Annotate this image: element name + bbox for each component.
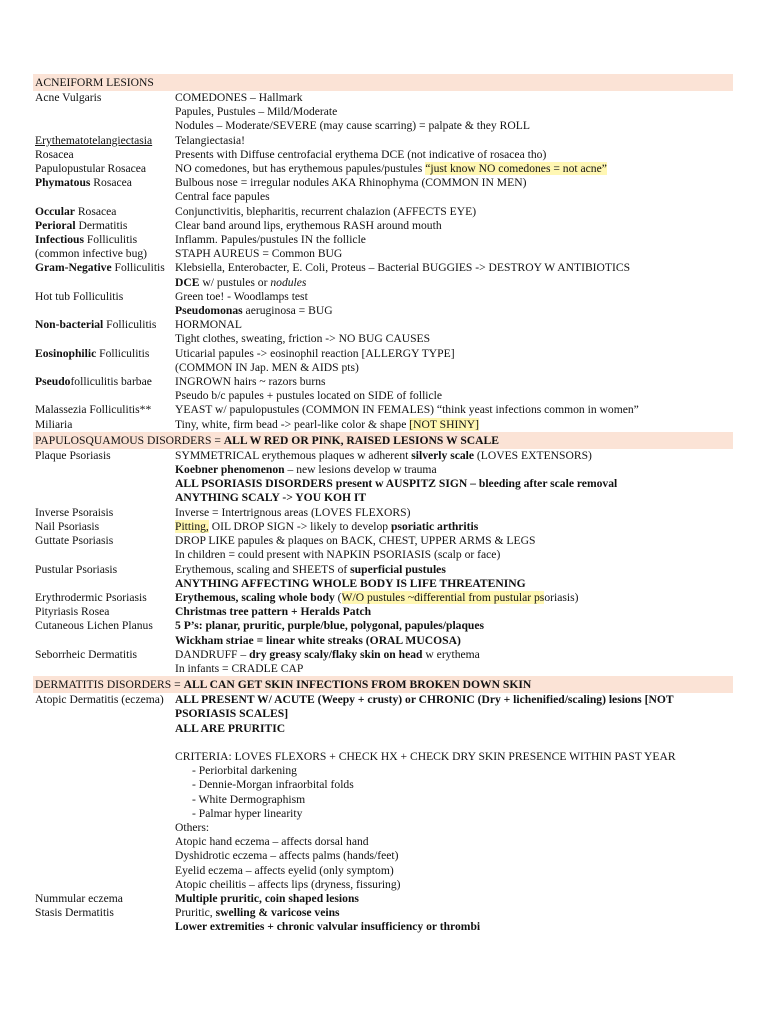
text-run: ALL PSORIASIS DISORDERS present w AUSPITZ SIGN – bleeding after scale removal bbox=[175, 477, 618, 491]
text-run: NO comedones, but has erythemous papules/pustules bbox=[175, 162, 426, 176]
table-row bbox=[33, 605, 733, 619]
text-run: silverly scale bbox=[411, 448, 475, 462]
text-run: Phymatous bbox=[35, 176, 91, 190]
text-run: Guttate Psoriasis bbox=[35, 534, 114, 548]
condition-description bbox=[175, 648, 733, 676]
text-run: superficial pustules bbox=[350, 562, 446, 576]
text-run: Tiny, white, firm bead -> pearl-like color & shape bbox=[175, 417, 410, 431]
text-run: folliculitis barbae bbox=[70, 375, 152, 389]
condition-name bbox=[33, 418, 175, 432]
condition-name bbox=[33, 318, 175, 346]
text-run: Pruritic, bbox=[175, 906, 216, 920]
condition-description bbox=[175, 134, 733, 148]
text-run: Folliculitis bbox=[111, 261, 165, 275]
table-row bbox=[33, 449, 733, 506]
text-run: Conjunctivitis, blepharitis, recurrent chalazion (AFFECTS EYE) bbox=[175, 204, 477, 218]
text-run: swelling & varicose veins bbox=[215, 906, 340, 920]
text-run: Infectious bbox=[35, 233, 84, 247]
text-run: Klebsiella, Enterobacter, E. Coli, Proteus – Bacterial BUGGIES -> DESTROY W ANTIBIOTICS bbox=[175, 261, 631, 275]
text-run: Folliculitis bbox=[96, 346, 150, 360]
text-run: 5 P’s: planar, pruritic, purple/blue, polygonal, papules/plaques bbox=[175, 619, 485, 633]
condition-name bbox=[33, 619, 175, 647]
text-run: Acne Vulgaris bbox=[35, 91, 102, 104]
condition-description bbox=[175, 534, 733, 562]
text-run: Gram-Negative bbox=[35, 261, 112, 275]
table-row bbox=[33, 318, 733, 346]
text-run: Hot tub Folliculitis bbox=[35, 289, 124, 303]
condition-description bbox=[175, 418, 733, 432]
text-run: Presents with Diffuse centrofacial erythema DCE (not indicative of rosacea tho) bbox=[175, 147, 547, 161]
condition-description bbox=[175, 290, 733, 318]
text-run: Central face papules bbox=[175, 190, 270, 204]
table-row bbox=[33, 506, 733, 520]
condition-description bbox=[175, 619, 733, 647]
text-run: Rosacea bbox=[35, 147, 74, 161]
condition-description bbox=[175, 375, 733, 403]
condition-description bbox=[175, 261, 733, 289]
table-row bbox=[33, 347, 733, 375]
condition-name bbox=[33, 290, 175, 318]
text-run: (common infective bug) bbox=[35, 247, 148, 261]
text-run: In children = could present with NAPKIN PSORIASIS (scalp or face) bbox=[175, 548, 501, 562]
condition-name bbox=[33, 591, 175, 605]
text-run: In infants = CRADLE CAP bbox=[175, 661, 304, 675]
text-run: Pseudo bbox=[35, 375, 71, 389]
text-run: PSORIASIS SCALES] bbox=[175, 707, 289, 721]
condition-name bbox=[33, 347, 175, 375]
table-row bbox=[33, 162, 733, 176]
text-run: Pitting, bbox=[175, 519, 209, 533]
condition-description bbox=[175, 693, 733, 892]
text-run: Seborrheic Dermatitis bbox=[35, 647, 138, 661]
condition-name bbox=[33, 693, 175, 892]
table-row bbox=[33, 134, 733, 148]
text-run: Telangiectasia! bbox=[175, 133, 245, 147]
condition-name bbox=[33, 261, 175, 289]
condition-description bbox=[175, 449, 733, 506]
table-row bbox=[33, 648, 733, 676]
text-run: (LOVES EXTENSORS) bbox=[474, 448, 592, 462]
section-header: DERMATITIS DISORDERS = ALL CAN GET SKIN INFECTIONS FROM BROKEN DOWN SKIN bbox=[33, 676, 733, 693]
condition-description bbox=[175, 148, 733, 162]
table-row bbox=[33, 563, 733, 591]
text-run: Perioral bbox=[35, 218, 76, 232]
text-run: STAPH AUREUS = Common BUG bbox=[175, 247, 343, 261]
text-run: (COMMON IN Jap. MEN & AIDS pts) bbox=[175, 360, 359, 374]
text-run: w erythema bbox=[422, 647, 480, 661]
text-run: Miliaria bbox=[35, 417, 73, 431]
text-run: Malassezia Folliculitis** bbox=[35, 403, 152, 417]
text-run: - Dennie-Morgan infraorbital folds bbox=[192, 778, 354, 792]
condition-description bbox=[175, 563, 733, 591]
text-run: DROP LIKE papules & plaques on BACK, CHEST, UPPER ARMS & LEGS bbox=[175, 534, 536, 548]
text-run: Atopic Dermatitis (eczema) bbox=[35, 693, 164, 707]
text-run: Occular bbox=[35, 204, 75, 218]
text-run: Bulbous nose = irregular nodules AKA Rhinophyma (COMMON IN MEN) bbox=[175, 176, 527, 190]
text-run: OIL DROP SIGN -> likely to develop bbox=[208, 519, 391, 533]
condition-name bbox=[33, 162, 175, 176]
condition-name bbox=[33, 648, 175, 676]
table-row bbox=[33, 261, 733, 289]
text-run: Papulopustular Rosacea bbox=[35, 162, 147, 176]
text-run: Pseudo b/c papules + pustules located on SIDE of follicle bbox=[175, 389, 443, 403]
table-row bbox=[33, 619, 733, 647]
text-run: Folliculitis bbox=[103, 318, 157, 332]
condition-description bbox=[175, 205, 733, 219]
text-run: Erythemous, scaling and SHEETS of bbox=[175, 562, 351, 576]
text-run: nodules bbox=[270, 275, 307, 289]
table-row bbox=[33, 290, 733, 318]
text-run: Eosinophilic bbox=[35, 346, 97, 360]
condition-name bbox=[33, 233, 175, 261]
text-run: “just know NO comedones = not acne” bbox=[425, 162, 607, 176]
text-run: – new lesions develop w trauma bbox=[284, 463, 437, 477]
text-run: Stasis Dermatitis bbox=[35, 906, 114, 920]
text-run: COMEDONES – Hallmark bbox=[175, 91, 303, 104]
text-run: Erythrodermic Psoriasis bbox=[35, 590, 147, 604]
table-row bbox=[33, 520, 733, 534]
condition-name bbox=[33, 605, 175, 619]
text-run: Dyshidrotic eczema – affects palms (hands/feet) bbox=[175, 849, 399, 863]
section-header: PAPULOSQUAMOUS DISORDERS = ALL W RED OR PINK, RAISED LESIONS W SCALE bbox=[33, 432, 733, 449]
text-run: CRITERIA: LOVES FLEXORS + CHECK HX + CHECK DRY SKIN PRESENCE WITHIN PAST YEAR bbox=[175, 749, 676, 763]
text-run: oriasis) bbox=[544, 590, 579, 604]
condition-name bbox=[33, 403, 175, 417]
notes-table bbox=[33, 74, 733, 935]
text-run: Pityriasis Rosea bbox=[35, 605, 110, 619]
table-row bbox=[33, 591, 733, 605]
condition-description bbox=[175, 605, 733, 619]
text-run: Atopic hand eczema – affects dorsal hand bbox=[175, 835, 369, 849]
table-row bbox=[33, 403, 733, 417]
condition-name bbox=[33, 534, 175, 562]
text-run: Nummular eczema bbox=[35, 891, 123, 905]
text-run: Pustular Psoriasis bbox=[35, 562, 118, 576]
text-run: Inverse = Intertrignous areas (LOVES FLEXORS) bbox=[175, 505, 411, 519]
text-run: Inverse Psoraisis bbox=[35, 505, 114, 519]
text-run: Tight clothes, sweating, friction -> NO BUG CAUSES bbox=[175, 332, 431, 346]
text-run: INGROWN hairs ~ razors burns bbox=[175, 375, 326, 389]
text-run: Green toe! - Woodlamps test bbox=[175, 289, 308, 303]
text-run: ALL PRESENT W/ ACUTE (Weepy + crusty) or CHRONIC (Dry + lichenified/scaling) lesions [NOT bbox=[175, 693, 674, 707]
condition-description bbox=[175, 591, 733, 605]
text-run: SYMMETRICAL erythemous plaques w adherent bbox=[175, 448, 412, 462]
condition-name bbox=[33, 205, 175, 219]
condition-name bbox=[33, 219, 175, 233]
condition-name bbox=[33, 449, 175, 506]
text-run: Nail Psoriasis bbox=[35, 519, 100, 533]
table-row bbox=[33, 418, 733, 432]
condition-name bbox=[33, 892, 175, 906]
section-header: ACNEIFORM LESIONS bbox=[33, 74, 733, 91]
text-run: Nodules – Moderate/SEVERE (may cause scarring) = palpate & they ROLL bbox=[175, 119, 530, 133]
condition-description bbox=[175, 162, 733, 176]
text-run: Erythematotelangiectasia bbox=[35, 133, 153, 147]
table-row bbox=[33, 205, 733, 219]
text-run: DANDRUFF – bbox=[175, 647, 250, 661]
text-run: Pseudomonas bbox=[175, 304, 243, 318]
condition-name bbox=[33, 91, 175, 134]
text-run: Plaque Psoriasis bbox=[35, 448, 111, 462]
table-row bbox=[33, 233, 733, 261]
text-run: Erythemous, scaling whole body bbox=[175, 590, 335, 604]
text-run: Lower extremities + chronic valvular insufficiency or thrombi bbox=[175, 920, 481, 934]
text-run: dry greasy scaly/flaky skin on head bbox=[249, 647, 423, 661]
condition-description bbox=[175, 219, 733, 233]
text-run: Others: bbox=[175, 820, 210, 834]
text-run: - White Dermographism bbox=[192, 792, 306, 806]
text-run: Rosacea bbox=[90, 176, 132, 190]
text-run: W/O pustules ~differential from pustular ps bbox=[341, 590, 545, 604]
text-run: Clear band around lips, erythemous RASH around mouth bbox=[175, 218, 442, 232]
text-run: HORMONAL bbox=[175, 318, 242, 332]
condition-description bbox=[175, 233, 733, 261]
condition-name bbox=[33, 520, 175, 534]
text-run: ALL ARE PRURITIC bbox=[175, 721, 286, 735]
condition-description bbox=[175, 176, 733, 204]
text-run: - Palmar hyper linearity bbox=[192, 806, 303, 820]
condition-name bbox=[33, 148, 175, 162]
text-run: Inflamm. Papules/pustules IN the follicle bbox=[175, 233, 366, 247]
text-run: Christmas tree pattern + Heralds Patch bbox=[175, 605, 372, 619]
text-run: - Periorbital darkening bbox=[192, 764, 297, 778]
text-run: Folliculitis bbox=[83, 233, 138, 247]
condition-description bbox=[175, 318, 733, 346]
condition-name bbox=[33, 563, 175, 591]
table-row bbox=[33, 176, 733, 204]
text-run: Atopic cheilitis – affects lips (dryness, fissuring) bbox=[175, 877, 401, 891]
table-row bbox=[33, 148, 733, 162]
text-run: Non-bacterial bbox=[35, 318, 104, 332]
text-run: Eyelid eczema – affects eyelid (only symptom) bbox=[175, 863, 394, 877]
condition-description bbox=[175, 520, 733, 534]
condition-description bbox=[175, 403, 733, 417]
condition-description bbox=[175, 892, 733, 906]
text-run: DCE bbox=[175, 275, 200, 289]
table-row bbox=[33, 892, 733, 906]
text-run: aeruginosa = BUG bbox=[242, 304, 333, 318]
text-run: ANYTHING SCALY -> YOU KOH IT bbox=[175, 491, 367, 505]
text-run: w/ pustules or bbox=[199, 275, 271, 289]
text-run: Papules, Pustules – Mild/Moderate bbox=[175, 105, 338, 119]
condition-name bbox=[33, 506, 175, 520]
text-run: Cutaneous Lichen Planus bbox=[35, 619, 153, 633]
condition-description bbox=[175, 906, 733, 934]
text-run: [NOT SHINY] bbox=[409, 417, 479, 431]
text-run: psoriatic arthritis bbox=[390, 519, 479, 533]
condition-name bbox=[33, 906, 175, 934]
table-row bbox=[33, 534, 733, 562]
text-run: ANYTHING AFFECTING WHOLE BODY IS LIFE THREATENING bbox=[175, 576, 526, 590]
condition-name bbox=[33, 375, 175, 403]
text-run: Koebner phenomenon bbox=[175, 463, 285, 477]
condition-description bbox=[175, 91, 733, 134]
table-row bbox=[33, 906, 733, 934]
text-run: Dermatitis bbox=[75, 218, 128, 232]
text-run: Multiple pruritic, coin shaped lesions bbox=[175, 891, 359, 905]
text-run: Wickham striae = linear white streaks (ORAL MUCOSA) bbox=[175, 633, 461, 647]
table-row bbox=[33, 219, 733, 233]
table-row bbox=[33, 693, 733, 892]
text-run: ( bbox=[334, 590, 342, 604]
condition-description bbox=[175, 347, 733, 375]
table-row bbox=[33, 91, 733, 134]
text-run: Uticarial papules -> eosinophil reaction [ALLERGY TYPE] bbox=[175, 346, 455, 360]
condition-description bbox=[175, 506, 733, 520]
text-run: Rosacea bbox=[74, 204, 117, 218]
condition-name bbox=[33, 176, 175, 204]
table-row bbox=[33, 375, 733, 403]
text-run: YEAST w/ papulopustules (COMMON IN FEMALES) “think yeast infections common in women” bbox=[175, 403, 639, 417]
condition-name bbox=[33, 134, 175, 148]
